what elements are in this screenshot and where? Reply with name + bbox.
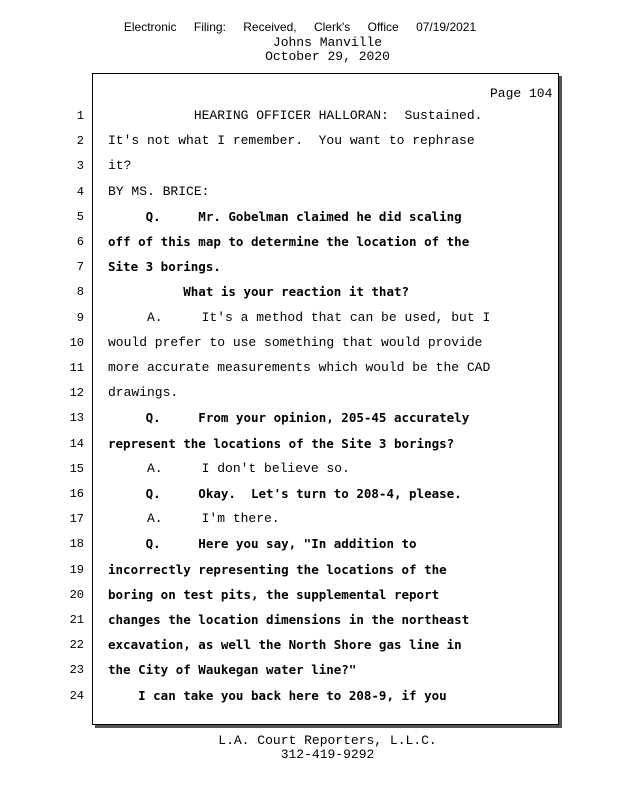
line-text: would prefer to use something that would provide (108, 334, 483, 350)
filing-stamp (0, 20, 600, 34)
hearing-date: October 29, 2020 (265, 49, 390, 64)
line-number: 14 (69, 436, 84, 451)
line-number: 3 (76, 159, 84, 174)
filing-word-filing: Filing: (193, 20, 226, 34)
line-number: 18 (69, 537, 84, 552)
reporter-phone: 312-419-9292 (280, 747, 375, 762)
line-text: incorrectly representing the locations of the (108, 561, 447, 577)
line-text: changes the location dimensions in the northeast (108, 612, 470, 627)
line-text: boring on test pits, the supplemental report (108, 586, 440, 602)
line-number: 13 (69, 411, 84, 426)
line-number: 1 (76, 109, 84, 123)
line-text: Q. Here you say, "In addition to (108, 536, 417, 552)
line-text: represent the locations of the Site 3 borings? (108, 435, 455, 451)
line-text: drawings. (108, 385, 179, 401)
line-text: it? (108, 158, 132, 174)
line-text: Q. Okay. Let's turn to 208-4, please. (108, 486, 462, 501)
line-number: 12 (69, 386, 84, 401)
line-number: 20 (69, 587, 84, 602)
line-text: HEARING OFFICER HALLORAN: Sustained. (108, 108, 483, 123)
line-number: 5 (76, 209, 84, 224)
line-text: What is your reaction it that? (108, 284, 410, 300)
page-number: Page 104 (490, 86, 553, 101)
line-text: I can take you back here to 208-9, if you (108, 687, 447, 703)
line-number: 15 (69, 461, 84, 476)
line-text: A. I don't believe so. (108, 460, 350, 476)
line-text: more accurate measurements which would be the CAD (108, 360, 491, 375)
filing-word-office: Office (367, 20, 399, 34)
line-number: 16 (69, 487, 84, 501)
line-number: 9 (76, 310, 84, 325)
line-text: the City of Waukegan water line?" (108, 662, 357, 678)
line-number: 6 (76, 235, 84, 249)
line-text: BY MS. BRICE: (108, 183, 210, 199)
line-text: off of this map to determine the location of the (108, 234, 470, 249)
line-number: 7 (76, 260, 84, 275)
line-number: 24 (69, 688, 84, 703)
line-number: 2 (76, 134, 84, 149)
line-number: 21 (69, 613, 84, 627)
line-number: 8 (76, 285, 84, 300)
filing-date: 07/19/2021 (416, 20, 477, 34)
line-text: Q. Mr. Gobelman claimed he did scaling (108, 208, 462, 224)
line-text: A. It's a method that can be used, but I (108, 309, 491, 325)
line-number: 23 (69, 663, 84, 678)
line-text: It's not what I remember. You want to rephrase (108, 133, 475, 149)
case-name: Johns Manville (272, 35, 383, 50)
line-number: 17 (69, 512, 84, 527)
filing-word-clerks: Clerk's (313, 20, 351, 34)
reporter-firm: L.A. Court Reporters, L.L.C. (218, 733, 437, 748)
line-text: excavation, as well the North Shore gas line in (108, 637, 462, 653)
line-text: Site 3 borings. (108, 259, 221, 275)
line-text: Q. From your opinion, 205-45 accurately (108, 410, 470, 426)
line-number: 11 (69, 361, 84, 375)
filing-word-electronic: Electronic (123, 20, 177, 34)
line-text: A. I'm there. (108, 511, 280, 527)
line-number: 4 (76, 184, 84, 199)
line-number: 22 (69, 638, 84, 653)
line-number: 10 (69, 335, 84, 350)
line-number: 19 (69, 562, 84, 577)
filing-word-received: Received, (243, 20, 297, 34)
